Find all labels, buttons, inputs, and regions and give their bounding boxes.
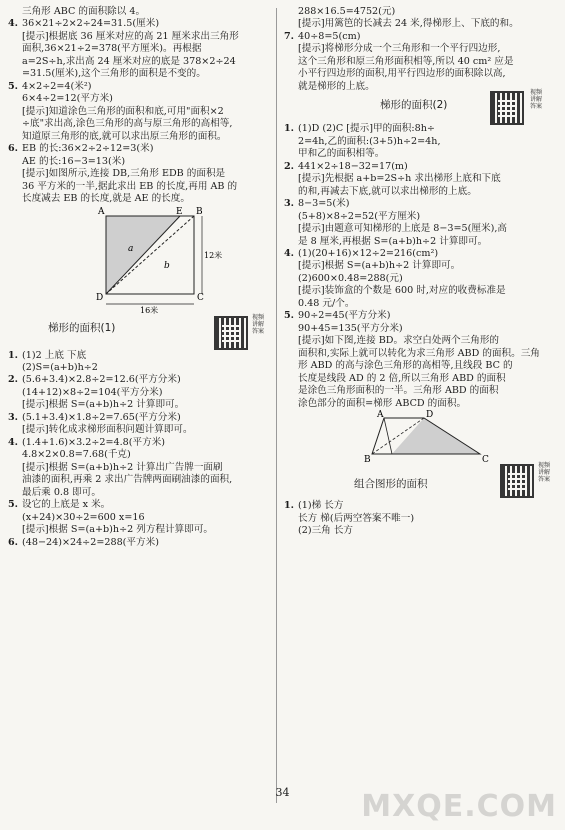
section-title-trapezoid-area-2: 梯形的面积(2)	[380, 99, 448, 112]
line-text: 最后乘 0.8 即可。	[22, 486, 101, 498]
qr-code-icon	[500, 464, 534, 498]
trapezoid-figure	[284, 410, 554, 468]
text-line	[8, 474, 270, 486]
section-title-trapezoid-area-1: 梯形的面积(1)	[48, 321, 116, 334]
text-line	[284, 136, 554, 148]
line-text: 0.48 元/个。	[298, 297, 355, 309]
text-line	[8, 181, 270, 193]
text-line	[8, 18, 270, 30]
line-text: [提示]将梯形分成一个三角形和一个平行四边形,	[298, 43, 501, 55]
line-text: 288×16.5=4752(元)	[298, 6, 396, 17]
text-line	[284, 398, 554, 410]
line-text: (1)D (2)C [提示]甲的面积:8h÷	[298, 123, 435, 135]
text-line	[284, 56, 554, 68]
line-text: 小平行四边形的面积,用平行四边形的面积除以高,	[298, 68, 506, 80]
label-B: B	[364, 455, 371, 466]
line-text: [提示]由题意可知梯形的上底是 8−3=5(厘米),高	[298, 223, 507, 235]
item-number: 5.	[8, 499, 19, 511]
line-text: 4×2÷2=4(米²)	[22, 80, 92, 92]
label-b: b	[164, 260, 170, 271]
text-line	[8, 437, 270, 449]
text-line	[8, 499, 270, 511]
left-bottom-lines	[8, 350, 270, 550]
item-number: 4.	[8, 436, 19, 448]
line-text: (x+24)×30÷2=600 x=16	[22, 511, 145, 523]
right-mid-lines	[284, 123, 554, 410]
item-number: 4.	[8, 18, 19, 30]
text-line	[8, 156, 270, 168]
text-line	[284, 500, 554, 512]
left-top-lines	[8, 6, 270, 206]
text-line	[284, 525, 554, 537]
line-text: 知道原三角形的底,就可以求出原三角形的面积。	[22, 130, 227, 142]
right-column	[284, 6, 554, 537]
line-text: 是 8 厘米,再根据 S=(a+b)h÷2 计算即可。	[298, 235, 488, 247]
text-line	[284, 373, 554, 385]
line-text: 长度减去 EB 的长度,就是 AE 的长度。	[22, 193, 190, 205]
item-number: 1.	[8, 349, 19, 361]
text-line	[284, 310, 554, 322]
label-a: a	[128, 243, 134, 254]
text-line	[284, 236, 554, 248]
line-text: (5.1+3.4)×1.8÷2=7.65(平方分米)	[22, 411, 181, 423]
item-number: 4.	[284, 247, 295, 259]
text-line	[8, 31, 270, 43]
line-text: (1)2 上底 下底	[22, 349, 87, 361]
line-text: ÷底"求出高,涂色三角形的高与原三角形的高相等,	[22, 118, 233, 130]
item-number: 5.	[284, 310, 295, 322]
qr-code-icon	[214, 316, 248, 350]
line-text: (48−24)×24÷2=288(平方米)	[22, 536, 159, 548]
line-text: 设它的上底是 x 米。	[22, 499, 111, 511]
item-number: 5.	[8, 80, 19, 92]
line-text: (2)S=(a+b)h÷2	[22, 361, 98, 373]
line-text: 涂色部分的面积=梯形 ABCD 的面积。	[298, 397, 467, 409]
line-text: 这个三角形和原三角形面积相等,所以 40 cm² 应是	[298, 55, 514, 67]
line-text: [提示]根据 S=(a+b)h÷2 计算即可。	[298, 260, 461, 272]
label-D: D	[426, 410, 434, 421]
label-side: 12米	[204, 250, 223, 260]
text-line	[284, 161, 554, 173]
line-text: 4.8×2×0.8=7.68(千克)	[22, 449, 131, 461]
label-D: D	[96, 292, 104, 303]
qr-note: 视频讲解答案	[530, 89, 543, 111]
line-text: a=2S÷h,求出高 24 厘米对应的底是 378×2÷24	[22, 55, 236, 67]
text-line	[284, 385, 554, 397]
text-line	[284, 31, 554, 43]
text-line	[284, 298, 554, 310]
line-a-inner	[384, 418, 392, 454]
line-text: [提示]知道涂色三角形的面积和底,可用"面积×2	[22, 105, 224, 117]
line-text: 是涂色三角形面积的一半。三角形 ABD 的面积	[298, 385, 499, 397]
line-text: [提示]先根据 a+b=2S÷h 求出梯形上底和下底	[298, 173, 501, 185]
right-bottom-lines	[284, 500, 554, 537]
label-E: E	[176, 206, 183, 217]
line-text: 长度是线段 AD 的 2 倍,所以三角形 ABD 的面积	[298, 372, 506, 384]
text-line	[8, 93, 270, 105]
text-line	[284, 348, 554, 360]
section-title-composite-area: 组合图形的面积	[354, 478, 428, 491]
line-text: [提示]根据 S=(a+b)h÷2 计算出广告牌一面刷	[22, 461, 223, 473]
text-line	[284, 68, 554, 80]
item-number: 1.	[284, 123, 295, 135]
line-text: =31.5(厘米),这个三角形的面积是不变的。	[22, 68, 206, 80]
line-text: (5.6+3.4)×2.8÷2=12.6(平方分米)	[22, 374, 181, 386]
text-line	[8, 374, 270, 386]
text-line	[8, 143, 270, 155]
label-C: C	[482, 455, 489, 466]
text-line	[284, 43, 554, 55]
text-line	[284, 360, 554, 372]
text-line	[8, 193, 270, 205]
item-number: 6.	[8, 143, 19, 155]
line-text: 40÷8=5(cm)	[298, 30, 361, 42]
line-text: 90÷2=45(平方分米)	[298, 310, 391, 322]
label-B: B	[196, 206, 203, 217]
item-number: 6.	[8, 536, 19, 548]
line-text: [提示]转化成求梯形面积问题计算即可。	[22, 424, 193, 436]
line-text: 长方 梯(后两空答案不唯一)	[298, 512, 415, 524]
text-line	[8, 399, 270, 411]
item-number: 2.	[8, 374, 19, 386]
line-text: 36 平方米的一半,据此求出 EB 的长度,再用 AB 的	[22, 180, 238, 192]
text-line	[284, 513, 554, 525]
line-text: [提示]用篱笆的长减去 24 米,得梯形上、下底的和。	[298, 18, 519, 30]
text-line	[8, 512, 270, 524]
text-line	[8, 68, 270, 80]
line-text: (14+12)×8÷2=104(平方分米)	[22, 386, 163, 398]
text-line	[8, 424, 270, 436]
text-line	[284, 248, 554, 260]
text-line	[8, 6, 270, 18]
line-text: [提示]根据 S=(a+b)h÷2 计算即可。	[22, 399, 185, 411]
line-text: EB 的长:36×2÷2÷12=3(米)	[22, 143, 154, 155]
text-line	[284, 148, 554, 160]
line-text: (1.4+1.6)×3.2÷2=4.8(平方米)	[22, 436, 166, 448]
line-text: 三角形 ABC 的面积除以 4。	[22, 6, 146, 17]
text-line	[284, 198, 554, 210]
text-line	[8, 387, 270, 399]
line-text: 36×21÷2×2÷24=31.5(厘米)	[22, 18, 160, 30]
text-line	[8, 81, 270, 93]
line-text: 面积,36×21÷2=378(平方厘米)。再根据	[22, 43, 202, 55]
qr-note: 视频讲解答案	[252, 313, 265, 335]
line-text: AE 的长:16−3=13(米)	[22, 155, 126, 167]
line-text: 甲和乙的面积相等。	[298, 148, 385, 160]
label-C: C	[197, 292, 204, 303]
line-text: 的和,再减去下底,就可以求出梯形的上底。	[298, 185, 477, 197]
item-number: 3.	[8, 411, 19, 423]
line-text: 90+45=135(平方分米)	[298, 322, 403, 334]
line-text: (1)(20+16)×12÷2=216(cm²)	[298, 247, 439, 259]
line-text: 6×4÷2=12(平方米)	[22, 93, 113, 105]
item-number: 2.	[284, 160, 295, 172]
page-number: 34	[275, 786, 290, 799]
text-line	[284, 6, 554, 18]
text-line	[8, 118, 270, 130]
text-line	[8, 487, 270, 499]
section-header-1	[8, 314, 270, 350]
text-line	[8, 56, 270, 68]
rectangle-figure	[8, 206, 270, 314]
text-line	[284, 186, 554, 198]
line-text: (2)600×0.48=288(元)	[298, 272, 403, 284]
label-bottom: 16米	[140, 305, 159, 314]
shaded-triangle	[392, 418, 480, 454]
text-line	[8, 412, 270, 424]
text-line	[284, 323, 554, 335]
item-number: 7.	[284, 30, 295, 42]
line-text: 441×2÷18−32=17(m)	[298, 160, 408, 172]
line-text: (1)梯 长方	[298, 500, 344, 512]
text-line	[284, 273, 554, 285]
qr-code-icon	[490, 91, 524, 125]
section-header-3	[284, 462, 554, 500]
line-text: [提示]根据底 36 厘米对应的高 21 厘米求出三角形	[22, 30, 239, 42]
text-line	[284, 173, 554, 185]
text-line	[8, 43, 270, 55]
line-text: [提示]如下图,连接 BD。求空白处两个三角形的	[298, 335, 500, 347]
text-line	[8, 131, 270, 143]
column-divider	[276, 8, 277, 803]
text-line	[8, 106, 270, 118]
text-line	[284, 260, 554, 272]
text-line	[8, 168, 270, 180]
line-text: [提示]装饰盒的个数是 600 时,对应的收费标准是	[298, 285, 506, 297]
label-A: A	[377, 410, 384, 421]
text-line	[284, 285, 554, 297]
item-number: 3.	[284, 198, 295, 210]
watermark-logo: MXQE.COM	[361, 789, 557, 824]
label-A: A	[98, 206, 105, 217]
line-text: 2=4h,乙的面积:(3+5)h÷2=4h,	[298, 135, 441, 147]
qr-note: 视频讲解答案	[538, 462, 551, 484]
line-text: 形 ABD 的高与涂色三角形的高相等,且线段 BC 的	[298, 360, 513, 372]
left-column	[8, 6, 270, 549]
text-line	[8, 537, 270, 549]
line-text: [提示]根据 S=(a+b)h÷2 列方程计算即可。	[22, 524, 214, 536]
section-header-2	[284, 89, 554, 123]
line-text: (2)三角 长方	[298, 525, 354, 536]
text-line	[8, 462, 270, 474]
text-line	[284, 335, 554, 347]
text-line	[8, 350, 270, 362]
text-line	[284, 18, 554, 30]
line-text: 油漆的面积,再乘 2 求出广告牌两面刷油漆的面积,	[22, 474, 233, 486]
line-text: (5+8)×8÷2=52(平方厘米)	[298, 210, 421, 222]
text-line	[8, 524, 270, 536]
line-text: 面积和,实际上就可以转化为求三角形 ABD 的面积。三角	[298, 347, 540, 359]
line-text: 8−3=5(米)	[298, 198, 350, 210]
item-number: 1.	[284, 500, 295, 512]
text-line	[284, 211, 554, 223]
text-line	[284, 223, 554, 235]
text-line	[8, 362, 270, 374]
right-top-lines	[284, 6, 554, 93]
text-line	[8, 449, 270, 461]
line-text: 就是梯形的上底。	[298, 80, 375, 92]
line-text: [提示]如图所示,连接 DB,三角形 EDB 的面积是	[22, 168, 226, 180]
